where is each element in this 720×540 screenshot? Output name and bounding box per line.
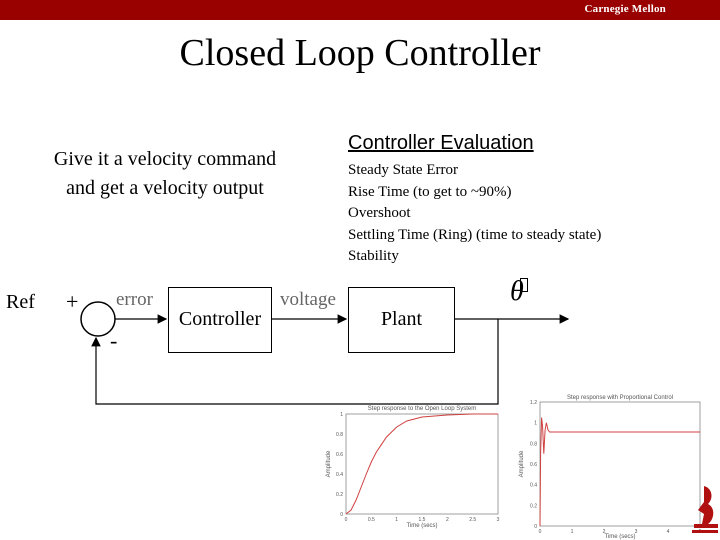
plot-xlabel: Time (secs) <box>406 523 438 529</box>
description-line-1: Give it a velocity command <box>53 148 277 170</box>
voltage-label: voltage <box>280 289 336 310</box>
plot-xlabel: Time (secs) <box>604 534 636 540</box>
x-tick-label: 0 <box>344 517 348 523</box>
plant-block: Plant <box>348 287 455 353</box>
theta-output-symbol: θ <box>510 276 524 307</box>
y-tick-label: 0.6 <box>336 452 343 458</box>
x-tick-label: 0 <box>538 529 542 535</box>
controller-block: Controller <box>168 287 272 353</box>
brand-logo-text: Carnegie Mellon <box>584 3 666 15</box>
x-ticks <box>345 517 500 523</box>
x-tick-label: 2 <box>602 529 606 535</box>
y-tick-label: 0.8 <box>336 432 343 438</box>
plus-sign: + <box>66 289 79 314</box>
y-tick-label: 0.8 <box>530 441 537 448</box>
y-tick-label: 0 <box>340 512 343 518</box>
x-tick-label: 0.5 <box>367 517 375 523</box>
y-tick-label: 1.2 <box>530 400 537 406</box>
y-tick-label: 0.2 <box>336 492 343 498</box>
y-tick-label: 1 <box>534 420 537 427</box>
theta-dot-marker <box>520 278 528 292</box>
x-tick-label: 2 <box>445 517 449 523</box>
plot-ylabel: Amplitude <box>326 450 332 478</box>
slide-title: Closed Loop Controller <box>179 32 541 74</box>
y-tick-label: 0.4 <box>336 472 343 478</box>
error-label: error <box>116 289 153 310</box>
evaluation-item: Overshoot <box>348 205 411 221</box>
x-tick-label: 2.5 <box>469 517 477 523</box>
plot-title: Step response with Proportional Control <box>566 395 674 401</box>
plot-ylabel: Amplitude <box>519 450 525 478</box>
plot-frame <box>346 414 498 514</box>
x-tick-label: 3 <box>634 529 638 535</box>
y-tick-label: 1 <box>340 412 343 418</box>
x-tick-label: 4 <box>666 529 670 535</box>
description-line-2: and get a velocity output <box>66 177 264 199</box>
proportional-control-plot <box>514 392 718 540</box>
evaluation-heading: Controller Evaluation <box>348 132 534 154</box>
evaluation-item: Steady State Error <box>348 162 458 178</box>
y-tick-label: 0.2 <box>530 503 537 510</box>
y-tick-label: 0.6 <box>530 462 537 468</box>
x-tick-label: 3 <box>496 517 500 523</box>
x-tick-label: 1.5 <box>418 517 426 523</box>
y-tick-label: 0 <box>534 524 537 530</box>
evaluation-item: Stability <box>348 248 399 264</box>
x-tick-label: 1 <box>395 517 399 523</box>
y-tick-label: 0.4 <box>530 482 537 489</box>
open-loop-step-plot <box>322 400 508 530</box>
evaluation-item: Rise Time (to get to ~90%) <box>348 183 512 200</box>
x-tick-label: 1 <box>570 529 574 535</box>
plot-title: Step response to the Open Loop System <box>367 406 477 412</box>
ref-label: Ref <box>6 291 35 313</box>
y-ticks <box>530 400 537 530</box>
plot-frame <box>540 402 700 526</box>
y-ticks <box>336 412 343 518</box>
evaluation-item: Settling Time (Ring) (time to steady state) <box>348 226 602 243</box>
minus-sign: - <box>110 328 118 353</box>
robotics-logo-icon <box>690 480 720 540</box>
